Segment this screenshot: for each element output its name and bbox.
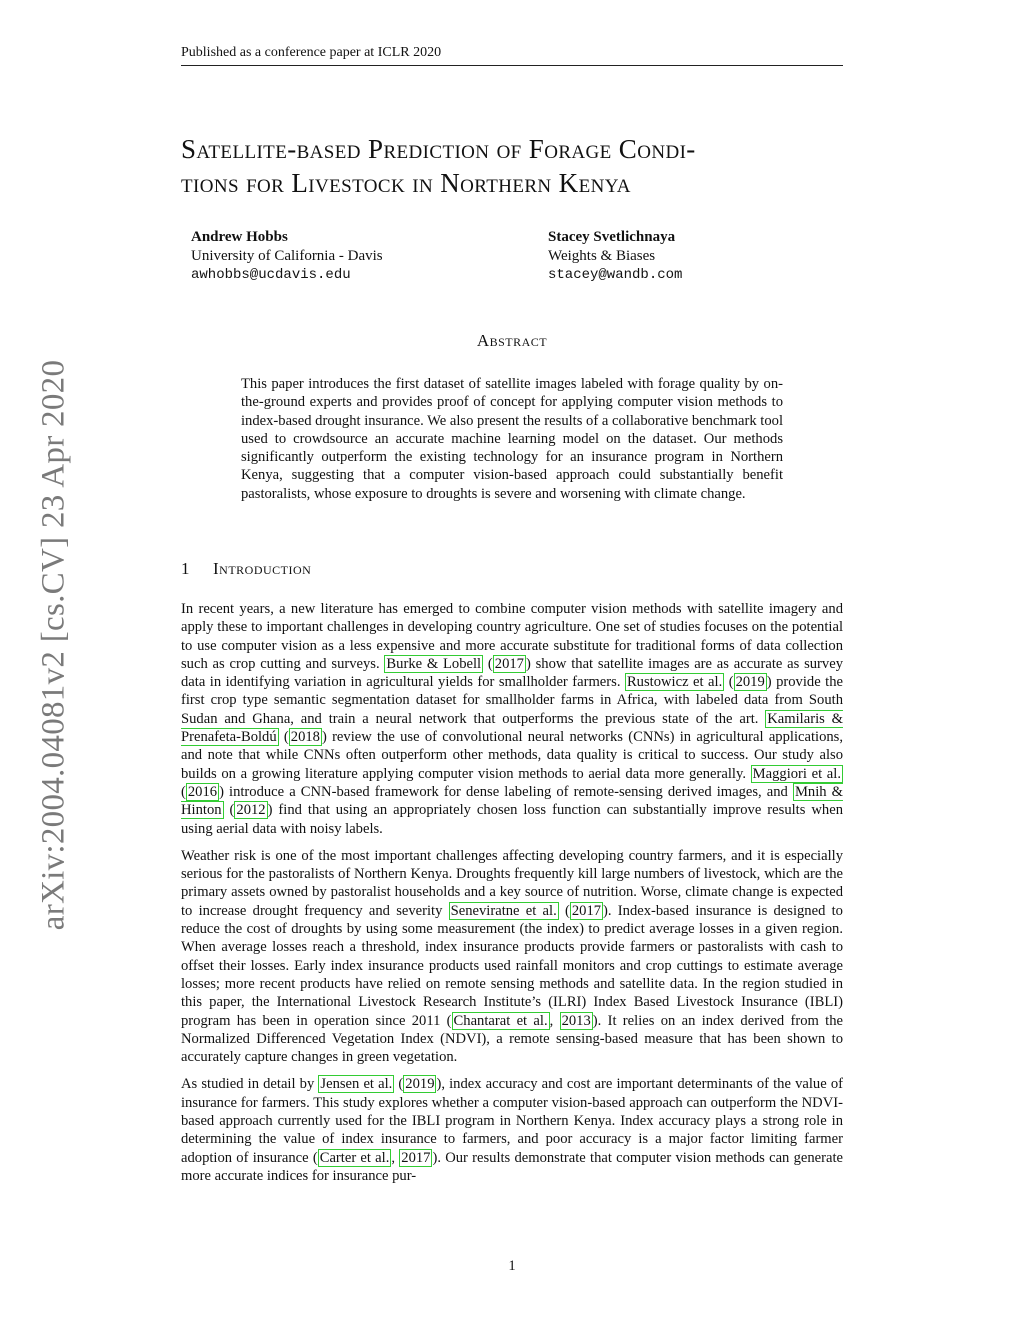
author-email: stacey@wandb.com [548, 267, 683, 283]
paragraph: Weather risk is one of the most important challenges affecting developing country farmers, and it is especially serious for the pastoralists of Northern Kenya. Droughts frequently kill large numbers of livestock, which are the primary assets owned by pastoralist households and a key source of nutrition. Worse, climate change is expected to increase drought frequency and severity Seneviratne et al. ( 2017 ). Index-based insurance is designed to reduce the cost of droughts by using some measurement (the index) to predict average losses in a given region. When average losses reach a threshold, index insurance products provide farmers or pastoralists with cash to offset their losses. Early index insurance products used rainfall monitors and crop cuttings to estimate average losses; more recent products have relied on remote sensing methods and satellite data. In the region studied in this paper, the International Livestock Research Institute’s (ILRI) Index Based Livestock Insurance (IBLI) program has been in operation since 2011 ( Chantarat et al. , 2013 ). It relies on an index derived from the Normalized Differenced Vegetation Index (NDVI), a remote sensing-based measure that has been shown to accurately capture changes in green vegetation. [181, 847, 843, 1066]
citation-link[interactable]: Mnih & Hinton [181, 783, 843, 819]
author-block-1 [191, 228, 383, 285]
citation-link[interactable]: 2012 [236, 802, 266, 819]
citation-link[interactable]: 2013 [561, 1012, 591, 1029]
citation-link[interactable]: 2018 [290, 729, 320, 746]
author-name: Stacey Svetlichnaya [548, 229, 676, 245]
citation-link[interactable]: 2019 [735, 674, 765, 691]
section-number: 1 [181, 559, 190, 578]
citation-link[interactable]: Jensen et al. [320, 1076, 393, 1093]
section-title: Introduction [213, 559, 312, 578]
citation-link[interactable]: Burke & Lobell [386, 655, 482, 672]
paragraph: As studied in detail by Jensen et al. ( 2019 ), index accuracy and cost are important determinants of the value of insurance for farmers. This study explores whether a computer vision-based approach can outperform the NDVI-based approach currently used for the IBLI program in Northern Kenya. Index accuracy plays a strong role in determining the value of index insurance to farmers, and poor accuracy is a major factor limiting farmer adoption of insurance ( Carter et al. , 2017 ). Our results demonstrate that computer vision methods can generate more accurate indices for insurance pur- [181, 1076, 844, 1184]
citation-link[interactable]: 2017 [494, 655, 524, 672]
author-block-2 [548, 228, 682, 285]
page-number: 1 [508, 1258, 516, 1274]
section-heading-introduction [181, 559, 311, 579]
paragraph: In recent years, a new literature has emerged to combine computer vision methods with satellite imagery and apply these to important challenges in developing country agriculture. One set of studies focuses on the potential to use computer vision as a less expensive and more accurate substitute for traditional forms of data collection such as crop cutting and surveys. Burke & Lobell ( 2017 ) show that satellite images are as accurate as survey data in identifying variation in agricultural yields for smallholder farmers. Rustowicz et al. ( 2019 ) provide the first crop type semantic segmentation dataset for smallholder farms in Africa, with labeled data from South Sudan and Ghana, and train a neural network that outperforms the previous state of the art. Kamilaris & Prenafeta-Boldú ( 2018 ) review the use of convolutional neural networks (CNNs) in agricultural applications, and note that while CNNs often outperform other methods, data quality is critical to success. Our study also builds on a growing literature applying computer vision methods to aerial data more generally. Maggiori et al. ( 2016 ) introduce a CNN-based framework for dense labeling of remote-sensing derived images, and Mnih & Hinton ( 2012 ) find that using an appropriately chosen loss function can substantially improve results when using aerial data with noisy labels. [181, 601, 843, 837]
citation-link[interactable]: 2016 [187, 783, 218, 800]
citation-link[interactable]: Maggiori et al. [752, 765, 841, 782]
author-affiliation: University of California - Davis [191, 248, 383, 264]
citation-link[interactable]: Chantarat et al. [453, 1012, 548, 1029]
citation-link[interactable]: 2019 [405, 1076, 435, 1093]
abstract-heading: Abstract [476, 331, 548, 350]
arxiv-identifier-stamp: arXiv:2004.04081v2 [cs.CV] 23 Apr 2020 [35, 359, 72, 931]
author-affiliation: Weights & Biases [548, 248, 656, 264]
author-name: Andrew Hobbs [191, 229, 288, 245]
citation-link[interactable]: Carter et al. [319, 1149, 390, 1166]
abstract-text: This paper introduces the first dataset of satellite images labeled with forage quality by on-the-ground experts and provides proof of concept for applying computer vision methods to index-based drought insurance. We also present the results of a collaborative benchmark tool used to crowdsource an accurate machine learning model on the dataset. Our methods significantly outperform the existing technology for an insurance program in Northern Kenya, suggesting that a computer vision-based approach could substantially benefit pastoralists, whose exposure to droughts is severe and worsening with climate change. [241, 376, 783, 502]
citation-link[interactable]: Rustowicz et al. [626, 674, 723, 691]
citation-link[interactable]: Seneviratne et al. [450, 902, 557, 919]
citation-link[interactable]: Kamilaris & Prenafeta-Boldú [181, 710, 843, 746]
citation-link[interactable]: 2017 [401, 1149, 431, 1166]
introduction-body [181, 600, 843, 1194]
paper-title-line-1: Satellite-based Prediction of Forage Condi- [181, 134, 696, 164]
citation-link[interactable]: 2017 [571, 902, 602, 919]
running-header: Published as a conference paper at ICLR 2020 [181, 44, 843, 66]
paper-title [181, 132, 846, 200]
author-email: awhobbs@ucdavis.edu [191, 267, 351, 283]
paper-title-line-2: tions for Livestock in Northern Kenya [181, 168, 631, 198]
